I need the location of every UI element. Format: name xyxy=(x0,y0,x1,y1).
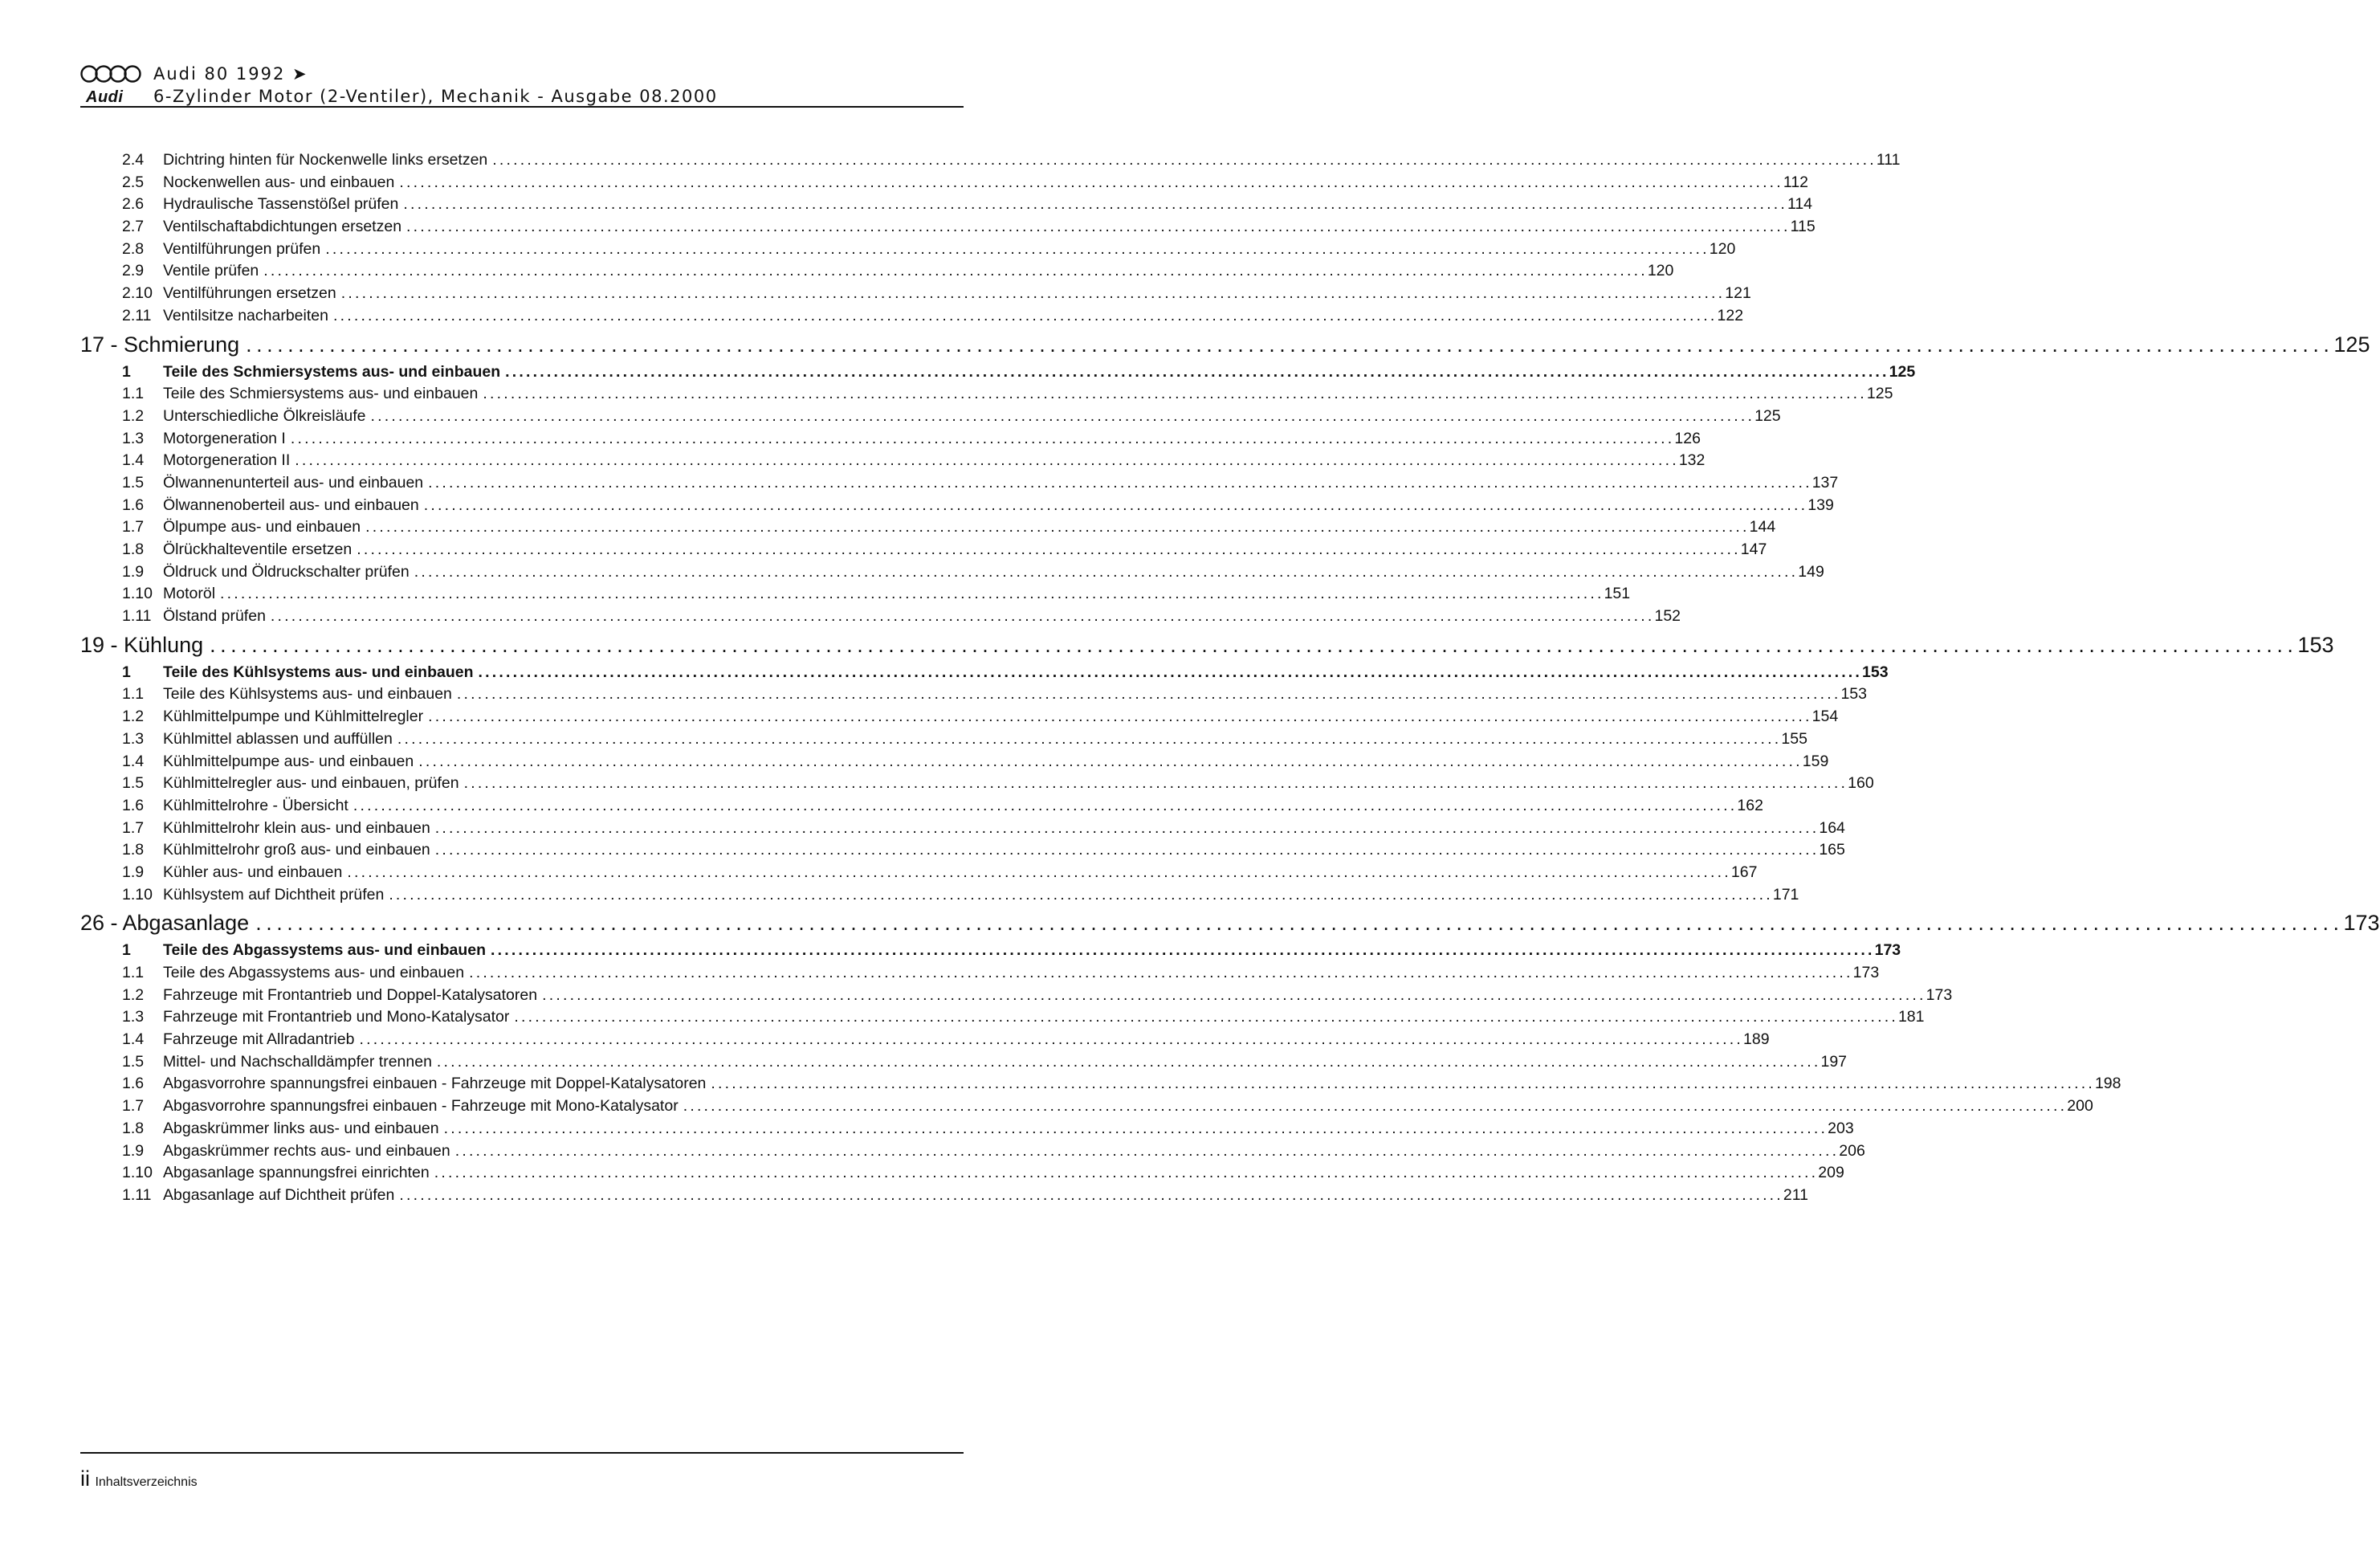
toc-row[interactable] xyxy=(80,428,1701,451)
dot-leader: ........................................................................................................................................................................................................ xyxy=(347,863,1731,881)
section-number: 1.9 xyxy=(122,863,145,881)
dot-leader: ........................................................................................................................................................................................................ xyxy=(428,473,1812,492)
toc-row[interactable] xyxy=(80,516,1776,539)
section-title: Ölrückhalteventile ersetzen xyxy=(163,541,353,558)
section-number: 1.5 xyxy=(122,774,145,793)
page-reference: 115 xyxy=(1790,218,1816,236)
page-reference: 181 xyxy=(1897,1008,1925,1026)
section-title: Abgaskrümmer links aus- und einbauen xyxy=(163,1119,439,1137)
page-reference: 162 xyxy=(1737,796,1763,814)
dot-leader: ........................................................................................................................................................................................................ xyxy=(514,1008,1898,1026)
section-title: Kühlmittelregler aus- und einbauen, prüfen xyxy=(163,774,459,793)
section-title: Unterschiedliche Ölkreisläufe xyxy=(163,406,366,425)
section-number: 1.10 xyxy=(122,1164,153,1182)
dot-leader: ........................................................................................................................................................................................................ xyxy=(399,173,1783,191)
page-reference: 122 xyxy=(1717,306,1744,324)
section-title: Abgasanlage auf Dichtheit prüfen xyxy=(163,1185,395,1204)
page-reference: 154 xyxy=(1811,708,1839,726)
section-title: Motorgeneration II xyxy=(163,451,291,470)
section-title: Kühlmittelpumpe aus- und einbauen xyxy=(163,752,414,770)
dot-leader: ........................................................................................................................................................................................................ xyxy=(434,818,1820,837)
page-reference: 132 xyxy=(1678,451,1706,470)
section-title: Ventilführungen ersetzen xyxy=(163,284,336,303)
section-title: Kühlmittelpumpe und Kühlmittelregler xyxy=(163,708,424,726)
dot-leader: ........................................................................................................................................................................................................ xyxy=(414,562,1799,581)
dot-leader: ........................................................................................................................................................................................................ xyxy=(428,708,1812,726)
page-reference: 126 xyxy=(1674,429,1701,447)
dot-leader: ........................................................................................................................................................................................................ xyxy=(454,1141,1840,1160)
page-reference: 120 xyxy=(1709,239,1736,258)
dot-leader: ........................................................................................................................................................................................................ xyxy=(434,841,1820,859)
dot-leader: ........................................................................................................................................................................................................ xyxy=(423,496,1808,514)
section-number: 1.4 xyxy=(122,752,145,770)
dot-leader: ........................................................................................................................................................................................................ xyxy=(270,607,1655,626)
dot-leader: ........................................................................................................................................................................................................ xyxy=(436,1052,1821,1071)
page-reference: 171 xyxy=(1772,885,1799,904)
toc-row[interactable] xyxy=(80,1073,2121,1095)
page-reference: 189 xyxy=(1743,1030,1770,1049)
page-reference: 147 xyxy=(1740,541,1767,558)
section-number: 1.10 xyxy=(122,585,153,603)
section-number: 2.8 xyxy=(122,239,145,258)
dot-leader: ........................................................................................................................................................................................................ xyxy=(359,1030,1744,1049)
section-number: 1.2 xyxy=(122,406,145,425)
toc-row[interactable] xyxy=(80,884,1799,907)
dot-leader: ........................................................................................................................................................................................................ xyxy=(505,362,1889,381)
section-number: 1 xyxy=(122,663,131,681)
toc-row[interactable] xyxy=(80,239,1736,261)
section-number: 1.6 xyxy=(122,1075,145,1093)
dot-leader: ........................................................................................................................................................................................................ xyxy=(353,796,1738,814)
toc-row[interactable] xyxy=(80,728,1807,751)
section-number: 1.2 xyxy=(122,708,145,726)
section-title: Motorgeneration I xyxy=(163,429,286,447)
footer-divider xyxy=(80,1452,964,1454)
toc-row[interactable] xyxy=(80,962,1880,985)
dot-leader: ........................................................................................................................................................................................................ xyxy=(456,685,1841,704)
page-reference: 139 xyxy=(1807,496,1834,514)
section-name: Inhaltsverzeichnis xyxy=(95,1475,198,1489)
toc-row[interactable] xyxy=(80,606,1681,628)
section-number: 1 xyxy=(122,941,131,960)
page-reference: 173 xyxy=(2343,911,2380,936)
section-title: Dichtring hinten für Nockenwelle links ersetzen xyxy=(163,151,488,169)
section-number: 1.5 xyxy=(122,1052,145,1071)
page-header xyxy=(80,63,964,109)
section-title: Fahrzeuge mit Frontantrieb und Mono-Katalysator xyxy=(163,1008,510,1026)
toc-row[interactable] xyxy=(80,583,1631,606)
page-reference: 203 xyxy=(1828,1119,1854,1137)
toc-row[interactable] xyxy=(80,1162,1844,1185)
dot-leader: ........................................................................................................................................................................................................ xyxy=(246,332,2334,357)
toc-row[interactable] xyxy=(80,1118,1854,1140)
toc-row[interactable] xyxy=(80,260,1674,283)
section-number: 2.11 xyxy=(122,306,152,324)
page-reference: 206 xyxy=(1839,1141,1865,1160)
dot-leader: ........................................................................................................................................................................................................ xyxy=(492,151,1877,169)
page-reference: 144 xyxy=(1749,518,1776,536)
section-title: Kühlmittel ablassen und auffüllen xyxy=(163,729,393,748)
section-number: 1.3 xyxy=(122,1008,145,1026)
toc-row[interactable] xyxy=(80,194,1813,216)
page-reference: 153 xyxy=(2297,632,2334,657)
dot-leader: ........................................................................................................................................................................................................ xyxy=(332,306,1718,324)
dot-leader: ........................................................................................................................................................................................................ xyxy=(370,406,1755,425)
toc-row[interactable] xyxy=(80,1006,1925,1029)
dot-leader: ........................................................................................................................................................................................................ xyxy=(340,284,1726,303)
page-reference: 211 xyxy=(1783,1185,1809,1204)
section-title: Kühlmittelrohre - Übersicht xyxy=(163,796,348,814)
chapter-title: 26 - Abgasanlage xyxy=(80,911,250,936)
toc-row[interactable] xyxy=(80,472,1839,495)
dot-leader: ........................................................................................................................................................................................................ xyxy=(469,964,1853,981)
dot-leader: ........................................................................................................................................................................................................ xyxy=(683,1097,2068,1116)
page-reference: 149 xyxy=(1798,562,1824,581)
toc-row[interactable] xyxy=(80,795,1763,818)
section-number: 1.6 xyxy=(122,496,145,514)
section-title: Hydraulische Tassenstößel prüfen xyxy=(163,195,399,214)
audi-rings-logo xyxy=(80,64,141,84)
toc-row[interactable] xyxy=(80,305,1744,328)
toc-row[interactable] xyxy=(80,406,1781,428)
page-reference: 120 xyxy=(1647,262,1674,280)
dot-leader: ........................................................................................................................................................................................................ xyxy=(399,1185,1783,1204)
page-reference: 167 xyxy=(1730,863,1758,881)
dot-leader: ........................................................................................................................................................................................................ xyxy=(403,195,1787,214)
header-manual-title: 6-Zylinder Motor (2-Ventiler), Mechanik - Ausgabe 08.2000 xyxy=(153,87,718,106)
section-title: Abgasvorrohre spannungsfrei einbauen - Fahrzeuge mit Mono-Katalysator xyxy=(163,1097,679,1116)
section-number: 2.9 xyxy=(122,262,145,280)
dot-leader: ........................................................................................................................................................................................................ xyxy=(263,262,1648,280)
section-title: Abgasanlage spannungsfrei einrichten xyxy=(163,1164,430,1182)
page-reference: 197 xyxy=(1820,1052,1848,1071)
section-title: Mittel- und Nachschalldämpfer trennen xyxy=(163,1052,432,1071)
section-title: Kühlmittelrohr groß aus- und einbauen xyxy=(163,841,430,859)
dot-leader: ........................................................................................................................................................................................................ xyxy=(290,429,1675,447)
page-number: ii xyxy=(80,1467,90,1491)
toc-row[interactable] xyxy=(80,751,1829,773)
toc-row[interactable] xyxy=(80,1095,2093,1118)
section-number: 2.4 xyxy=(122,151,145,169)
dot-leader: ........................................................................................................................................................................................................ xyxy=(463,774,1848,793)
section-number: 1.8 xyxy=(122,541,145,558)
section-number: 1.4 xyxy=(122,1030,145,1049)
page-reference: 198 xyxy=(2094,1075,2121,1093)
section-number: 2.5 xyxy=(122,173,145,191)
section-title: Ölwannenunterteil aus- und einbauen xyxy=(163,473,424,492)
section-number: 1.9 xyxy=(122,1141,145,1160)
section-title: Nockenwellen aus- und einbauen xyxy=(163,173,395,191)
chapter-row[interactable] xyxy=(80,906,2380,940)
dot-leader: ........................................................................................................................................................................................................ xyxy=(389,885,1773,904)
section-number: 2.7 xyxy=(122,218,145,236)
page-reference: 153 xyxy=(1862,663,1889,681)
section-number: 2.6 xyxy=(122,195,145,214)
section-title: Teile des Schmiersystems aus- und einbauen xyxy=(163,362,501,381)
section-title: Abgaskrümmer rechts aus- und einbauen xyxy=(163,1141,450,1160)
toc-row[interactable] xyxy=(80,818,1845,840)
section-title: Ventilführungen prüfen xyxy=(163,239,321,258)
toc-row[interactable] xyxy=(80,862,1758,884)
page-reference: 125 xyxy=(1889,362,1916,381)
section-number: 1.7 xyxy=(122,518,145,536)
section-number: 1.8 xyxy=(122,1119,145,1137)
toc-row[interactable] xyxy=(80,683,1867,706)
page-reference: 160 xyxy=(1848,774,1874,793)
section-number: 1.11 xyxy=(122,607,152,626)
section-title: Ventilschaftabdichtungen ersetzen xyxy=(163,218,402,236)
dot-leader: ........................................................................................................................................................................................................ xyxy=(418,752,1803,770)
chapter-title: 17 - Schmierung xyxy=(80,332,240,357)
dot-leader: ........................................................................................................................................................................................................ xyxy=(210,632,2298,657)
chapter-row[interactable] xyxy=(80,328,2370,361)
dot-leader: ........................................................................................................................................................................................................ xyxy=(325,239,1710,258)
toc-row[interactable] xyxy=(80,149,1901,172)
dot-leader: ........................................................................................................................................................................................................ xyxy=(397,729,1782,748)
page-reference: 137 xyxy=(1811,473,1839,492)
dot-leader: ........................................................................................................................................................................................................ xyxy=(255,911,2344,936)
toc-row[interactable] xyxy=(80,539,1767,561)
section-number: 2.10 xyxy=(122,284,153,303)
section-title: Kühler aus- und einbauen xyxy=(163,863,343,881)
toc-row[interactable] xyxy=(80,940,1901,962)
page-reference: 152 xyxy=(1654,607,1681,626)
page-reference: 112 xyxy=(1783,173,1809,191)
dot-leader: ........................................................................................................................................................................................................ xyxy=(357,541,1741,558)
toc-row[interactable] xyxy=(80,216,1816,239)
page-reference: 164 xyxy=(1819,818,1845,837)
section-title: Ölwannenoberteil aus- und einbauen xyxy=(163,496,419,514)
section-number: 1.7 xyxy=(122,1097,145,1116)
section-number: 1.9 xyxy=(122,562,145,581)
table-of-contents xyxy=(80,149,2380,1207)
toc-row[interactable] xyxy=(80,985,1953,1007)
page-reference: 111 xyxy=(1876,151,1901,169)
section-title: Kühlmittelrohr klein aus- und einbauen xyxy=(163,818,430,837)
section-title: Teile des Kühlsystems aus- und einbauen xyxy=(163,685,452,704)
toc-row[interactable] xyxy=(80,1051,1848,1074)
toc-row[interactable] xyxy=(80,495,1834,517)
section-title: Fahrzeuge mit Allradantrieb xyxy=(163,1030,355,1049)
section-title: Abgasvorrohre spannungsfrei einbauen - Fahrzeuge mit Doppel-Katalysatoren xyxy=(163,1075,707,1093)
page-reference: 173 xyxy=(1852,964,1880,981)
page-reference: 173 xyxy=(1874,941,1901,960)
section-number: 1.3 xyxy=(122,429,145,447)
section-number: 1.5 xyxy=(122,473,145,492)
page-footer xyxy=(80,1467,198,1491)
toc-row[interactable] xyxy=(80,773,1874,795)
section-title: Motoröl xyxy=(163,585,216,603)
dot-leader: ........................................................................................................................................................................................................ xyxy=(406,218,1791,236)
page-reference: 200 xyxy=(2067,1097,2093,1116)
page-reference: 173 xyxy=(1926,985,1953,1004)
section-title: Ventile prüfen xyxy=(163,262,259,280)
toc-row[interactable] xyxy=(80,383,1893,406)
section-title: Fahrzeuge mit Frontantrieb und Doppel-Katalysatoren xyxy=(163,985,538,1004)
toc-row[interactable] xyxy=(80,561,1824,584)
chapter-row[interactable] xyxy=(80,628,2334,662)
section-number: 1.1 xyxy=(122,385,145,403)
section-number: 1 xyxy=(122,362,131,381)
section-title: Ölpumpe aus- und einbauen xyxy=(163,518,361,536)
dot-leader: ........................................................................................................................................................................................................ xyxy=(478,663,1863,681)
section-title: Öldruck und Öldruckschalter prüfen xyxy=(163,562,410,581)
dot-leader: ........................................................................................................................................................................................................ xyxy=(434,1164,1819,1182)
toc-row[interactable] xyxy=(80,706,1839,728)
section-title: Teile des Abgassystems aus- und einbauen xyxy=(163,964,465,981)
audi-wordmark: Audi xyxy=(86,88,124,106)
dot-leader: ........................................................................................................................................................................................................ xyxy=(483,385,1867,403)
section-number: 1.7 xyxy=(122,818,145,837)
toc-row[interactable] xyxy=(80,839,1845,862)
page-reference: 125 xyxy=(1754,406,1781,425)
dot-leader: ........................................................................................................................................................................................................ xyxy=(491,941,1875,960)
page-reference: 114 xyxy=(1787,195,1813,214)
header-model: Audi 80 1992 ➤ xyxy=(153,64,308,84)
page-reference: 125 xyxy=(2333,332,2370,357)
page-reference: 153 xyxy=(1840,685,1867,704)
header-divider xyxy=(80,106,964,108)
section-title: Ölstand prüfen xyxy=(163,607,266,626)
page-reference: 159 xyxy=(1802,752,1829,770)
dot-leader: ........................................................................................................................................................................................................ xyxy=(443,1119,1828,1137)
page-reference: 209 xyxy=(1818,1164,1844,1182)
section-number: 1.11 xyxy=(122,1185,152,1204)
section-title: Ventilsitze nacharbeiten xyxy=(163,306,328,324)
toc-row[interactable] xyxy=(80,1185,1809,1207)
page-reference: 121 xyxy=(1725,284,1751,303)
section-number: 1.2 xyxy=(122,985,145,1004)
section-number: 1.1 xyxy=(122,685,145,704)
page-reference: 151 xyxy=(1604,585,1631,603)
section-title: Teile des Abgassystems aus- und einbauen xyxy=(163,941,487,960)
section-number: 1.1 xyxy=(122,964,145,981)
section-number: 1.8 xyxy=(122,841,145,859)
dot-leader: ........................................................................................................................................................................................................ xyxy=(365,518,1750,536)
dot-leader: ........................................................................................................................................................................................................ xyxy=(542,985,1926,1004)
page-reference: 125 xyxy=(1866,385,1893,403)
toc-row[interactable] xyxy=(80,283,1751,305)
toc-row[interactable] xyxy=(80,662,1889,684)
page-reference: 155 xyxy=(1781,729,1807,748)
section-number: 1.3 xyxy=(122,729,145,748)
section-title: Teile des Kühlsystems aus- und einbauen xyxy=(163,663,474,681)
toc-row[interactable] xyxy=(80,450,1706,472)
toc-row[interactable] xyxy=(80,361,1916,384)
toc-row[interactable] xyxy=(80,172,1809,194)
dot-leader: ........................................................................................................................................................................................................ xyxy=(295,451,1679,470)
section-number: 1.6 xyxy=(122,796,145,814)
dot-leader: ........................................................................................................................................................................................................ xyxy=(220,585,1604,603)
dot-leader: ........................................................................................................................................................................................................ xyxy=(711,1075,2095,1093)
section-title: Kühlsystem auf Dichtheit prüfen xyxy=(163,885,385,904)
page-reference: 165 xyxy=(1819,841,1845,859)
section-number: 1.10 xyxy=(122,885,153,904)
section-number: 1.4 xyxy=(122,451,145,470)
toc-row[interactable] xyxy=(80,1140,1865,1163)
chapter-title: 19 - Kühlung xyxy=(80,632,204,657)
section-title: Teile des Schmiersystems aus- und einbauen xyxy=(163,385,479,403)
toc-row[interactable] xyxy=(80,1029,1770,1051)
